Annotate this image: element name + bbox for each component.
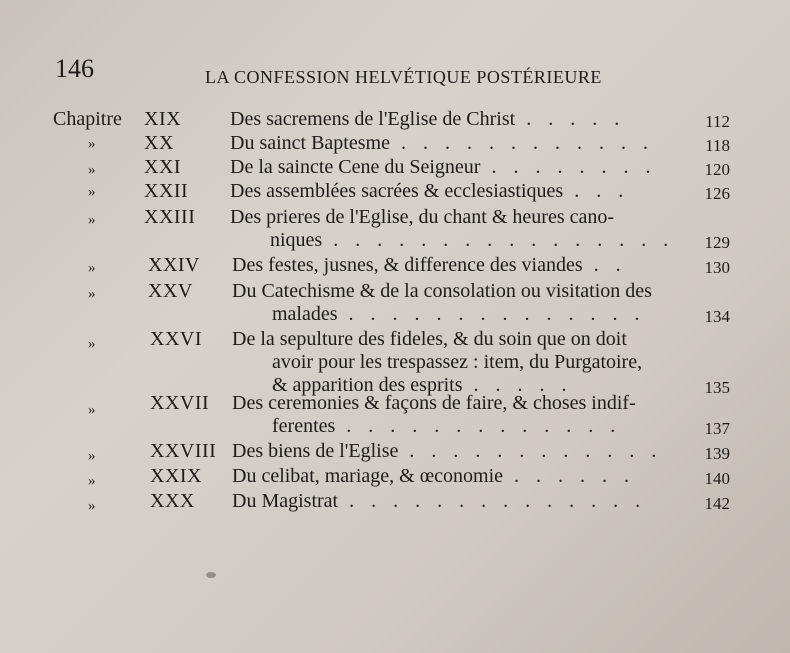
chapter-title-line: De la sepulture des fideles, & du soin que on doit (232, 328, 627, 350)
chapter-number: XXIX (150, 465, 202, 487)
chapter-title (232, 490, 672, 513)
leader-dots: . . (582, 254, 627, 276)
chapter-title-line: & apparition des esprits . . . . . (272, 374, 573, 396)
ditto-mark: » (88, 162, 96, 178)
chapter-number: XXVI (150, 328, 202, 350)
page-reference: 139 (704, 444, 730, 463)
chapter-title-line: De la saincte Cene du Seigneur . . . . . . . . (230, 156, 657, 178)
chapter-number: XXX (150, 490, 195, 512)
leader-dots: . . . . . . . . . . . . . (335, 415, 622, 437)
chapter-title-line: Des ceremonies & façons de faire, & choses indif- (232, 392, 636, 414)
chapter-number: XX (144, 132, 174, 154)
ditto-mark: » (88, 184, 96, 200)
leader-dots: . . . . . (515, 108, 626, 130)
chapter-title (230, 132, 670, 155)
chapter-title-line: niques . . . . . . . . . . . . . . . . (270, 229, 675, 251)
page-reference: 135 (704, 378, 730, 397)
chapter-title-line: Des festes, jusnes, & difference des viandes . . (232, 254, 627, 276)
page-reference: 120 (704, 160, 730, 179)
leader-dots: . . . . . . . . . . . . . . (337, 303, 646, 325)
chapter-title-line: malades . . . . . . . . . . . . . . (272, 303, 646, 325)
leader-dots: . . . . . . . . . . . . (389, 132, 654, 154)
chapter-title-line: Des prieres de l'Eglise, du chant & heures cano- (230, 206, 615, 228)
chapter-title (232, 328, 672, 397)
ditto-mark: » (88, 336, 96, 352)
chapter-title-line: avoir pour les trespassez : item, du Purgatoire, (272, 351, 643, 373)
chapter-title (230, 180, 670, 203)
leader-dots: . . . . . . (503, 465, 636, 487)
leader-dots: . . . . . . . . . . . . . . . . (322, 229, 675, 251)
chapter-title (232, 440, 672, 463)
leader-dots: . . . . . . . . . . . . (398, 440, 663, 462)
page-reference: 129 (704, 233, 730, 252)
ditto-mark: » (88, 448, 96, 464)
chapter-title-line: Du Magistrat . . . . . . . . . . . . . . (232, 490, 647, 512)
chapter-title (230, 108, 670, 131)
chapter-title-line: Des biens de l'Eglise . . . . . . . . . . . . (232, 440, 663, 462)
chapter-number: XXVII (150, 392, 210, 414)
chapter-title-line: Des sacremens de l'Eglise de Christ . . . . . (230, 108, 626, 130)
chapter-number: XXIII (144, 206, 196, 228)
chapter-title (230, 206, 675, 252)
page-reference: 118 (705, 136, 730, 155)
chapter-title-line: Du sainct Baptesme . . . . . . . . . . . . (230, 132, 654, 154)
chapter-title-line: Du celibat, mariage, & œconomie . . . . . . (232, 465, 636, 487)
chapter-title (230, 156, 670, 179)
leader-dots: . . . (563, 180, 630, 202)
ditto-mark: » (88, 136, 96, 152)
chapter-title (232, 254, 672, 277)
page-reference: 126 (704, 184, 730, 203)
page-reference: 137 (704, 419, 730, 438)
leader-dots: . . . . . . . . . . . . . . (338, 490, 647, 512)
chapter-number: XXI (144, 156, 182, 178)
leader-dots: . . . . . (462, 374, 573, 396)
running-head: LA CONFESSION HELVÉTIQUE POSTÉRIEURE (205, 67, 602, 87)
chapter-title (232, 392, 672, 438)
page-reference: 140 (704, 469, 730, 488)
chapter-label: Chapitre (53, 108, 122, 130)
page-number: 146 (55, 54, 94, 83)
chapter-number: XXV (148, 280, 193, 302)
page-reference: 130 (704, 258, 730, 277)
ditto-mark: » (88, 260, 96, 276)
chapter-number: XXVIII (150, 440, 217, 462)
ditto-mark: » (88, 402, 96, 418)
chapter-title-line: Du Catechisme & de la consolation ou visitation des (232, 280, 652, 302)
page-reference: 112 (705, 112, 730, 131)
chapter-number: XIX (144, 108, 182, 130)
chapter-number: XXIV (148, 254, 200, 276)
chapter-title-line: ferentes . . . . . . . . . . . . . (272, 415, 622, 437)
leader-dots: . . . . . . . . (480, 156, 657, 178)
chapter-title (232, 280, 672, 326)
ditto-mark: » (88, 473, 96, 489)
page-reference: 142 (704, 494, 730, 513)
chapter-title (232, 465, 672, 488)
ditto-mark: » (88, 286, 96, 302)
ditto-mark: » (88, 212, 96, 228)
chapter-number: XXII (144, 180, 189, 202)
chapter-title-line: Des assemblées sacrées & ecclesiastiques . . . (230, 180, 630, 202)
ditto-mark: » (88, 498, 96, 514)
page-reference: 134 (704, 307, 730, 326)
ink-smudge (206, 572, 216, 578)
